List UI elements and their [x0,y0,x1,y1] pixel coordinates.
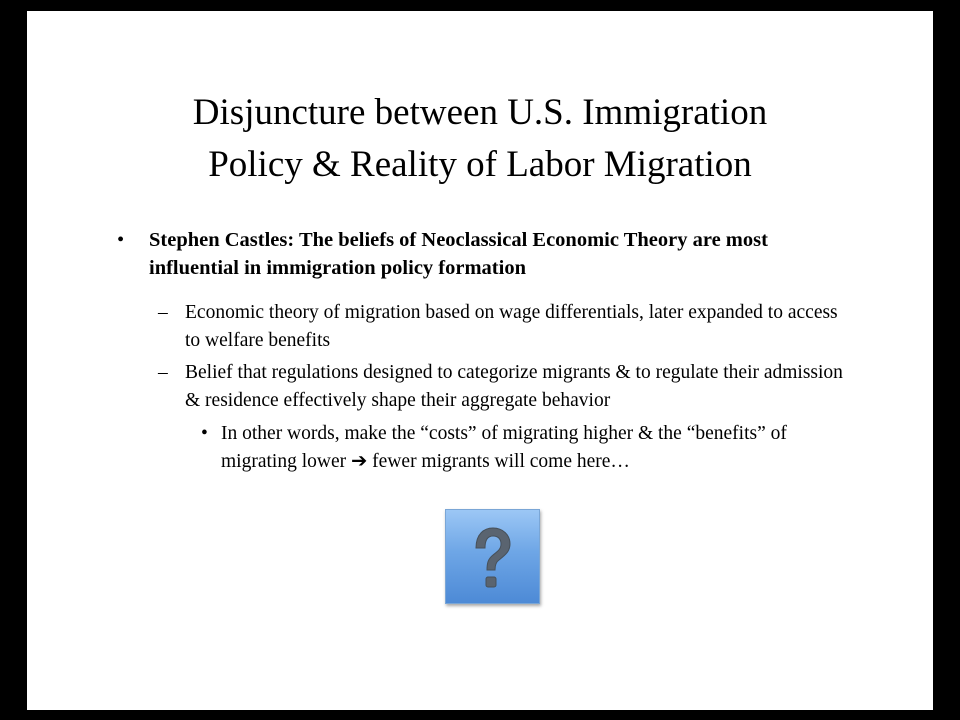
sub-bullet-text: Economic theory of migration based on wage differentials, later expanded to access to welfare benefits [185,302,838,351]
sub-bullet-item [158,359,848,415]
dash-marker: – [158,362,168,383]
bullet-marker: • [117,229,125,251]
dash-marker: – [158,302,168,323]
slide-title [27,87,933,191]
sub-bullet-text: Belief that regulations designed to categorize migrants & to regulate their admission & residence effectively shape their aggregate behavior [185,362,843,411]
sub-sub-bullet-text: In other words, make the “costs” of migrating higher & the “benefits” of migrating lower ➔ fewer migrants will come here… [221,423,787,472]
sub-sub-bullet-item [201,420,841,476]
slide-title-line-2: Policy & Reality of Labor Migration [208,144,752,185]
sub-bullet-item [158,299,848,355]
question-mark-icon [446,510,539,603]
slide [27,11,933,710]
slide-title-line-1: Disjuncture between U.S. Immigration [192,92,768,133]
bullet-text: Stephen Castles: The beliefs of Neoclassical Economic Theory are most influential in immigration policy formation [149,229,768,279]
bullet-marker: • [201,423,208,444]
bullet-item [117,226,837,282]
help-button[interactable] [445,509,540,604]
